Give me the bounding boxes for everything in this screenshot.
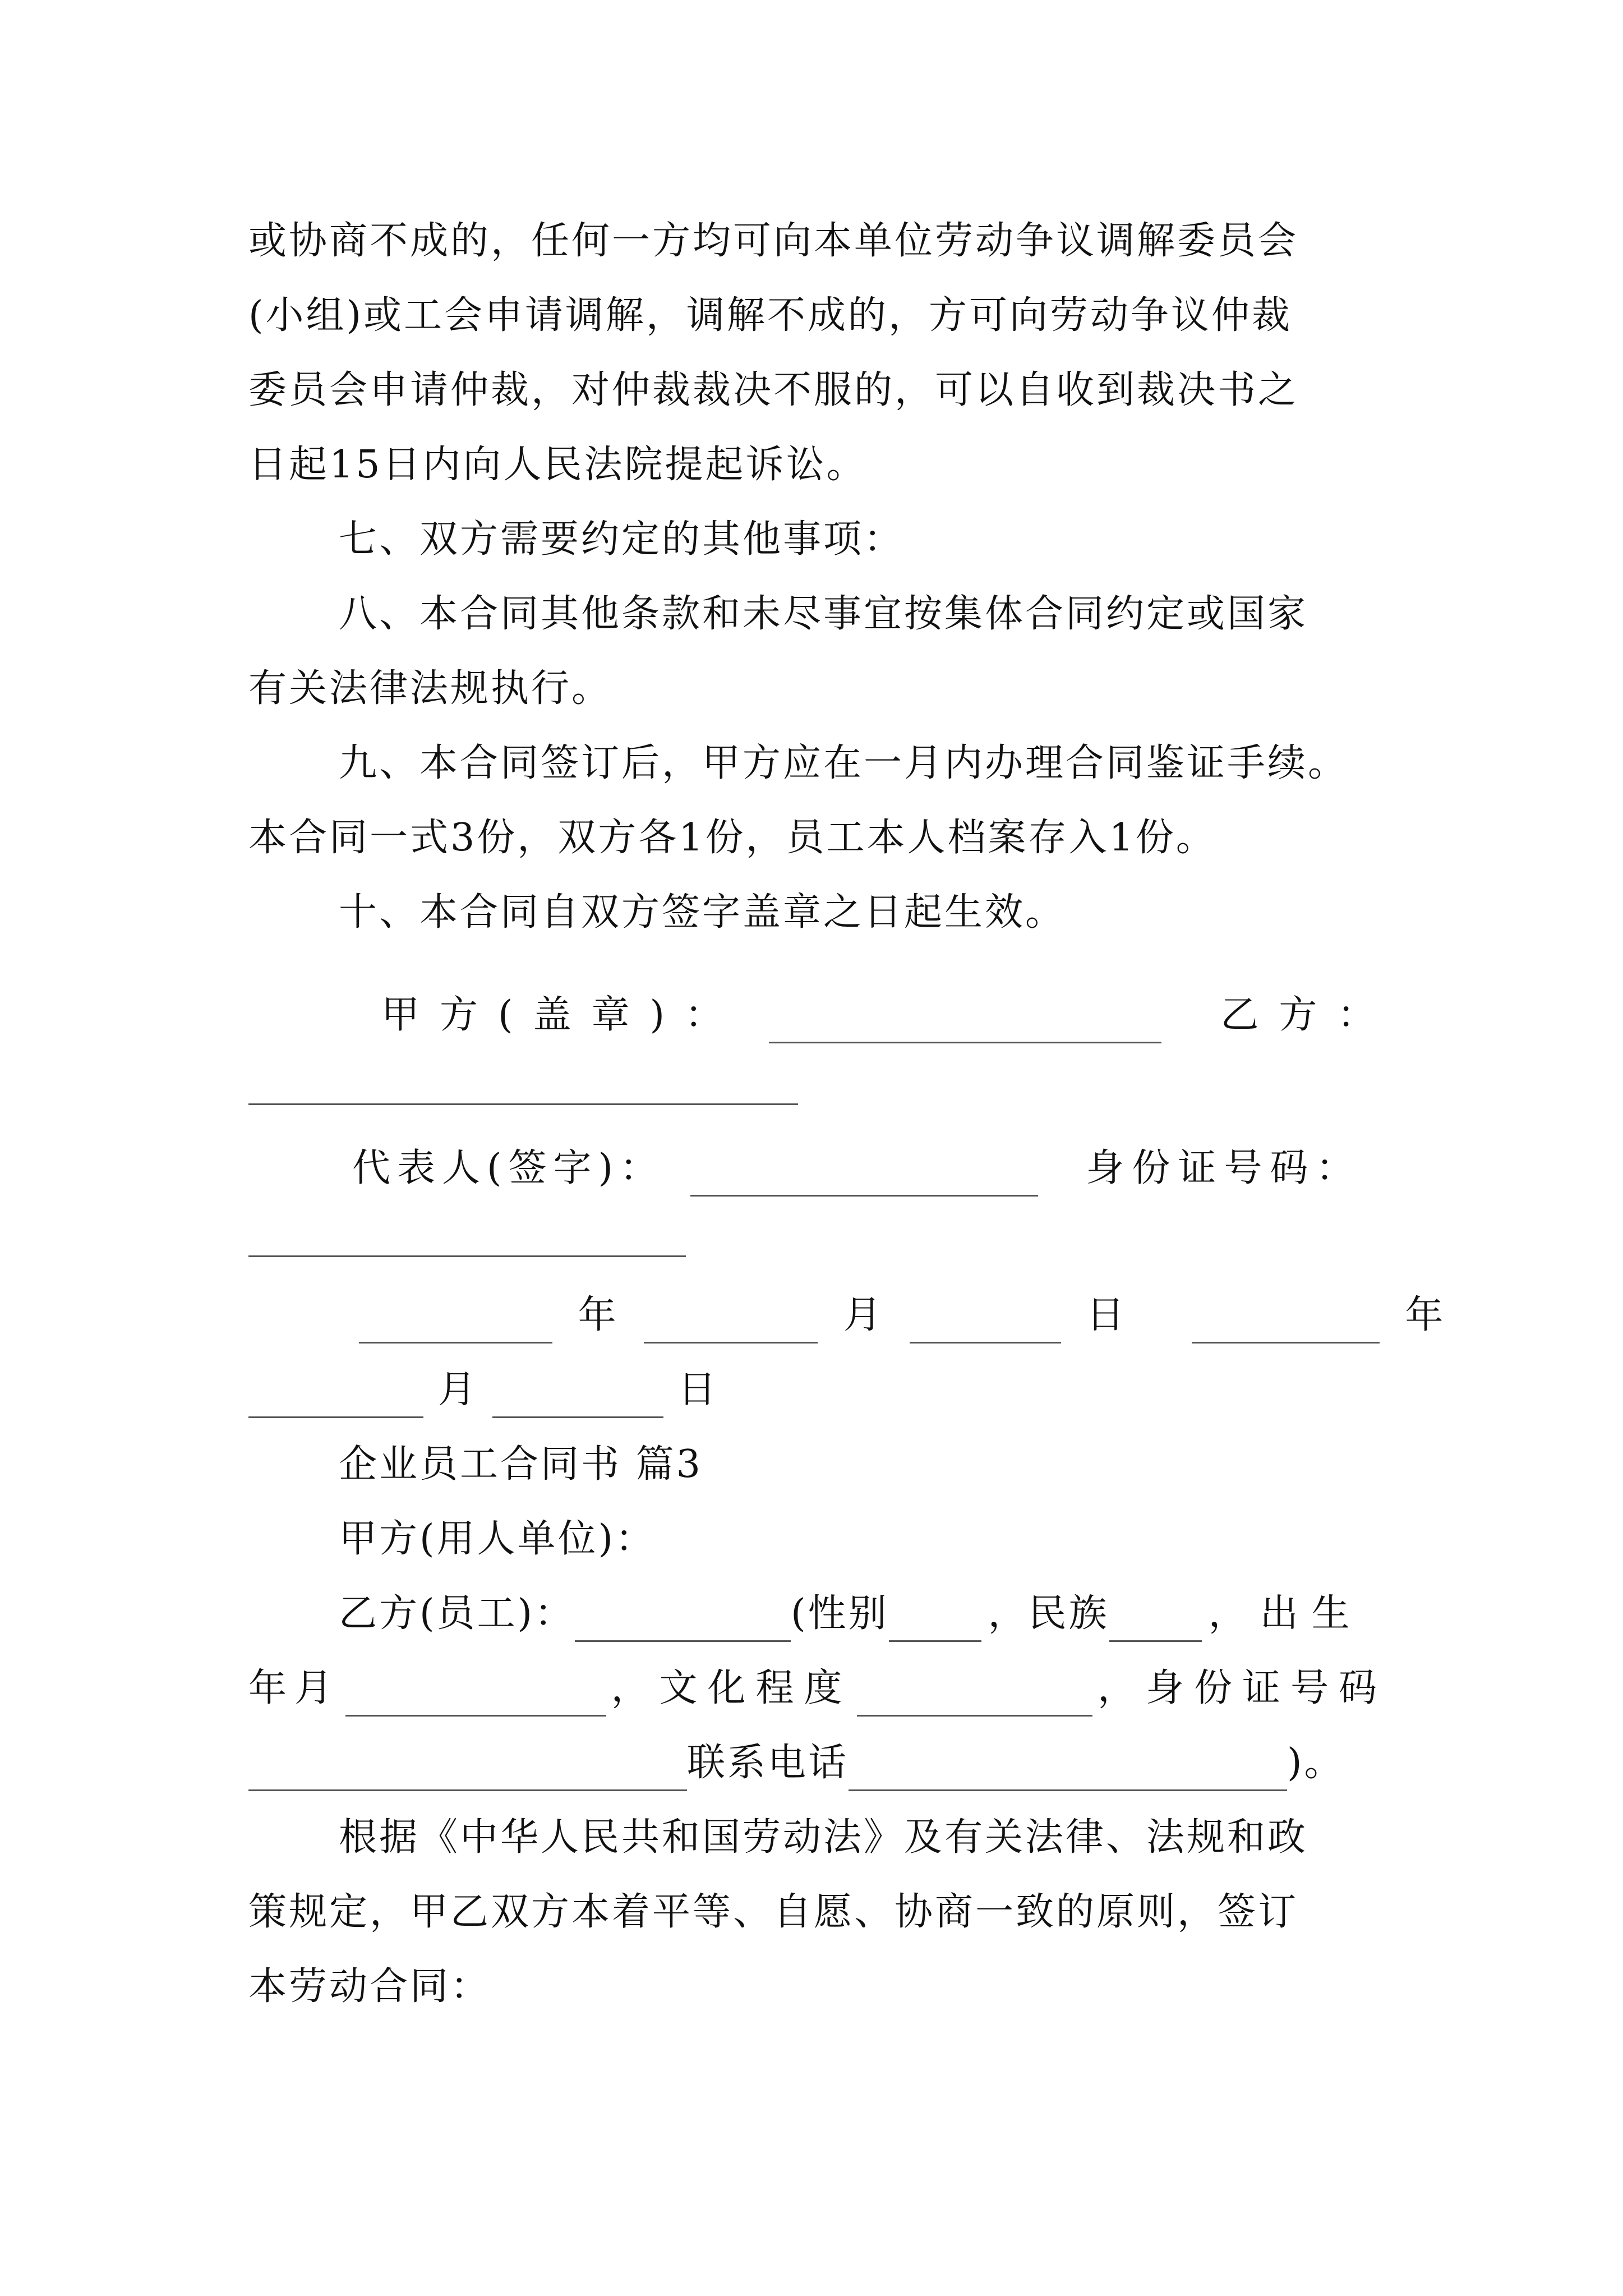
party-b-day-label: 日: [677, 1368, 718, 1412]
party-a-seal-line: [381, 987, 1396, 1043]
date-line-1: [359, 1287, 1446, 1343]
id-number-label: 身份证号码：: [1086, 1146, 1362, 1190]
party-b-year-blank: [1192, 1298, 1380, 1343]
paragraph-6-line-3: 委员会申请仲裁，对仲裁裁决不服的，可以自收到裁决书之: [248, 368, 1299, 412]
section-3-title: 企业员工合同书 篇3: [339, 1442, 703, 1487]
party-a-year-label: 年: [578, 1293, 619, 1337]
paragraph-8-line-1: 八、本合同其他条款和未尽事宜按集体合同约定或国家: [339, 592, 1308, 636]
employee-name-blank: [575, 1596, 791, 1642]
party-a-day-label: 日: [1086, 1293, 1127, 1337]
gender-label: (性别: [791, 1591, 889, 1636]
id-label: ，身份证号码: [1097, 1666, 1387, 1710]
gender-blank: [889, 1596, 981, 1642]
party-a-month-blank: [644, 1298, 818, 1343]
representative-line: [352, 1140, 1390, 1197]
employee-line-3: [248, 1735, 1387, 1791]
employee-line-1: [339, 1586, 1387, 1642]
employer-line: 甲方(用人单位)：: [339, 1517, 656, 1561]
id-number-blank: [248, 1255, 686, 1257]
party-a-seal-blank: [769, 998, 1161, 1043]
party-b-year-label: 年: [1405, 1293, 1446, 1337]
paragraph-7: 七、双方需要约定的其他事项：: [339, 517, 905, 562]
ethnicity-blank: [1109, 1596, 1202, 1642]
party-a-label: 甲方(盖章)：: [381, 993, 744, 1037]
party-b-signature-blank: [248, 1103, 798, 1105]
education-label: ，文化程度: [611, 1666, 852, 1710]
ethnicity-label: ，民族: [988, 1591, 1109, 1636]
party-a-day-blank: [910, 1298, 1061, 1343]
id-number-blank-2: [248, 1746, 687, 1791]
paragraph-10: 十、本合同自双方签字盖章之日起生效。: [339, 890, 1066, 935]
close-paren: )。: [1287, 1741, 1345, 1785]
party-a-month-label: 月: [843, 1293, 884, 1337]
paragraph-8-line-2: 有关法律法规执行。: [248, 666, 612, 711]
representative-blank: [690, 1151, 1038, 1197]
phone-blank: [849, 1746, 1287, 1791]
birth-month-blank: [345, 1671, 606, 1717]
employee-line-2: [248, 1660, 1387, 1717]
party-b-month-label: 月: [437, 1368, 478, 1412]
paragraph-9-line-2: 本合同一式3份，双方各1份，员工本人档案存入1份。: [248, 816, 1216, 860]
party-b-month-blank: [248, 1373, 423, 1418]
date-line-2: [248, 1362, 1387, 1418]
party-a-year-blank: [359, 1298, 552, 1343]
birth-month-label: 年月: [248, 1666, 341, 1710]
education-blank: [857, 1671, 1092, 1717]
paragraph-9-line-1: 九、本合同签订后，甲方应在一月内办理合同鉴证手续。: [339, 741, 1349, 785]
intro-line-1: 根据《中华人民共和国劳动法》及有关法律、法规和政: [339, 1815, 1308, 1860]
party-b-label: 乙方：: [1220, 993, 1396, 1037]
employee-label: 乙方(员工)：: [339, 1591, 575, 1636]
paragraph-6-line-4: 日起15日内向人民法院提起诉讼。: [248, 443, 867, 487]
phone-label: 联系电话: [687, 1741, 849, 1785]
representative-label: 代表人(签字)：: [352, 1146, 665, 1190]
paragraph-6-line-2: (小组)或工会申请调解，调解不成的，方可向劳动争议仲裁: [248, 293, 1293, 338]
birth-label: ，出生: [1208, 1591, 1363, 1636]
party-b-day-blank: [492, 1373, 663, 1418]
intro-line-3: 本劳动合同：: [248, 1964, 491, 2009]
intro-line-2: 策规定，甲乙双方本着平等、自愿、协商一致的原则，签订: [248, 1890, 1299, 1934]
paragraph-6-line-1: 或协商不成的，任何一方均可向本单位劳动争议调解委员会: [248, 219, 1299, 263]
